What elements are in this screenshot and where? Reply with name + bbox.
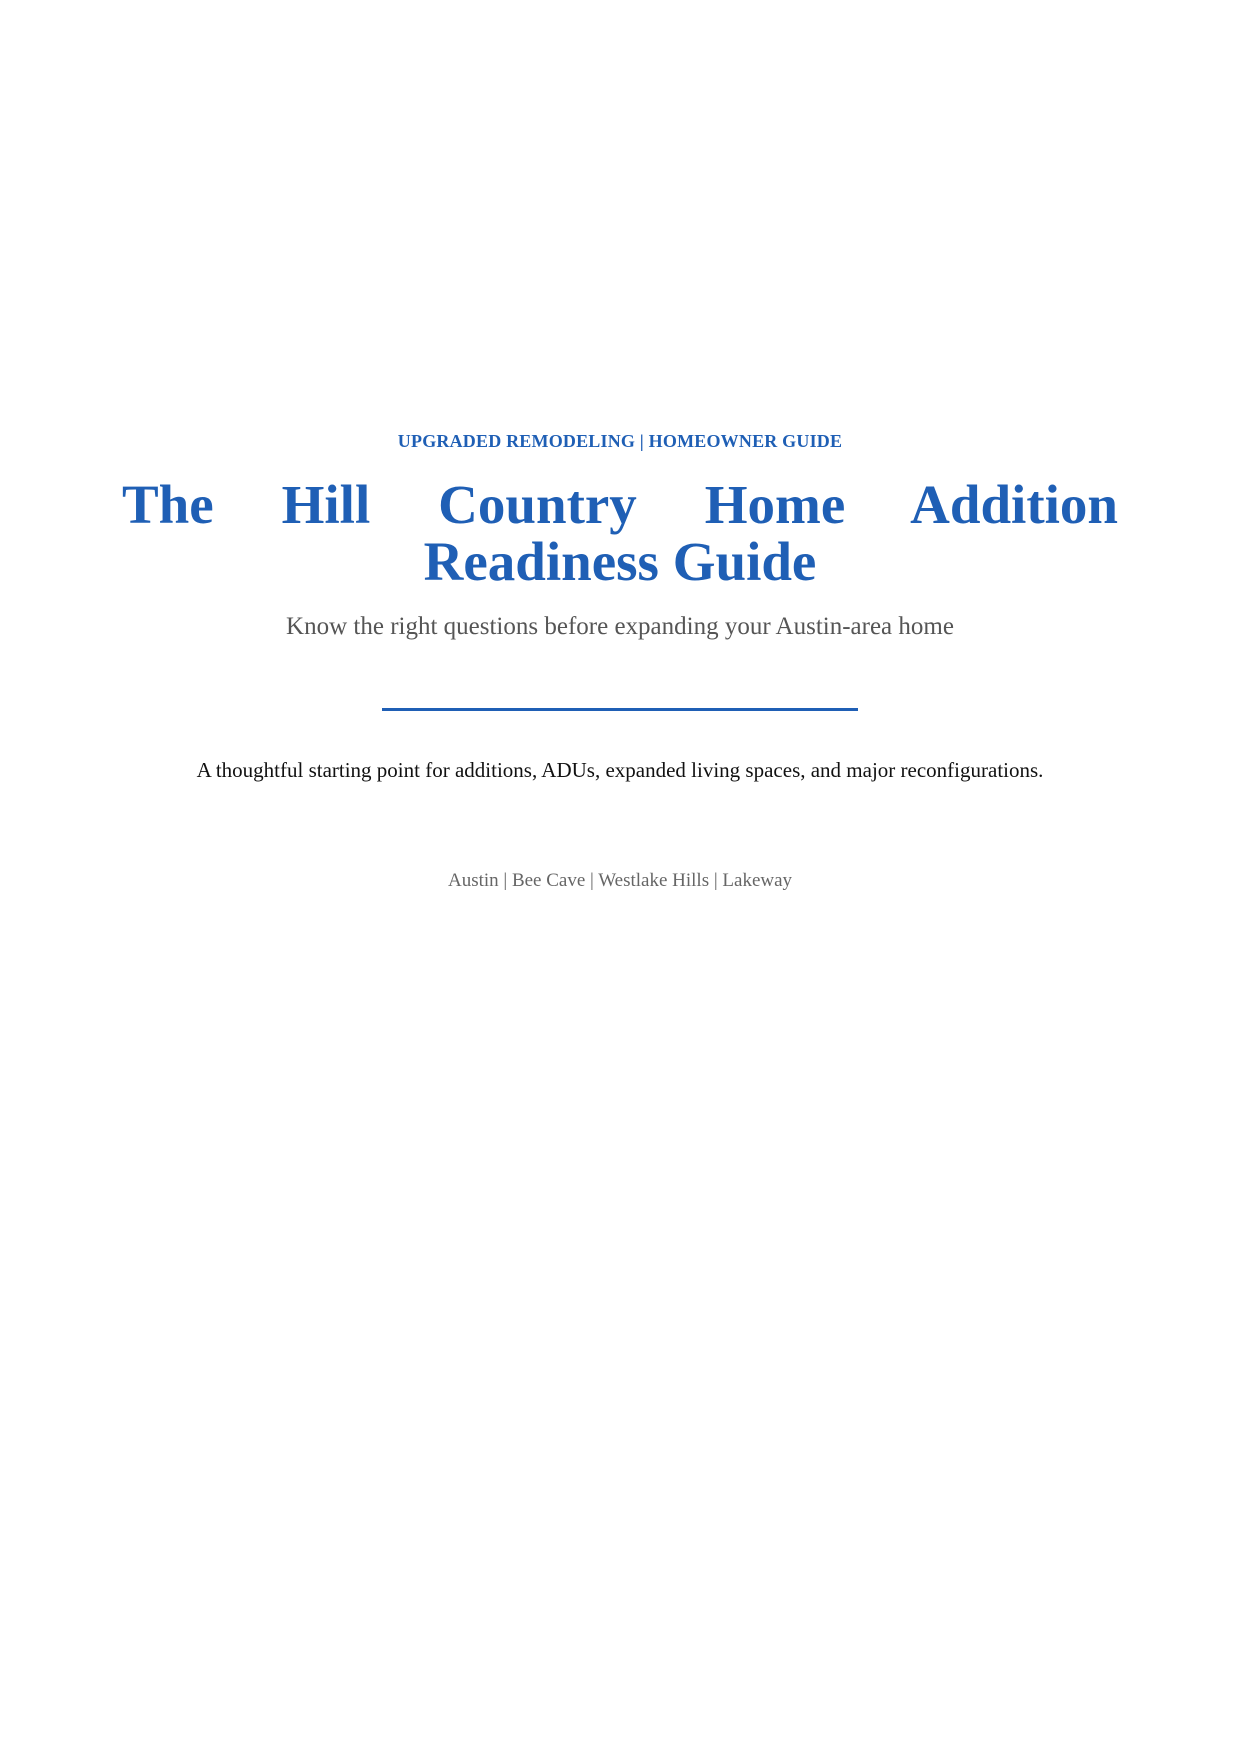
cover-kicker: UPGRADED REMODELING | HOMEOWNER GUIDE [397, 431, 843, 451]
cover-subtitle: Know the right questions before expanding your Austin-area home [286, 613, 954, 640]
cover-title-line-1: The Hill Country Home Addition [122, 474, 1118, 535]
service-locations: Austin | Bee Cave | Westlake Hills | Lakeway [447, 870, 793, 891]
cover-section [122, 428, 1118, 894]
cover-tagline: A thoughtful starting point for additions, ADUs, expanded living spaces, and major reconfigurations. [196, 758, 1044, 782]
cover-title [122, 476, 1118, 590]
cover-title-line-2: Readiness Guide [423, 531, 817, 592]
divider-rule [382, 708, 858, 711]
